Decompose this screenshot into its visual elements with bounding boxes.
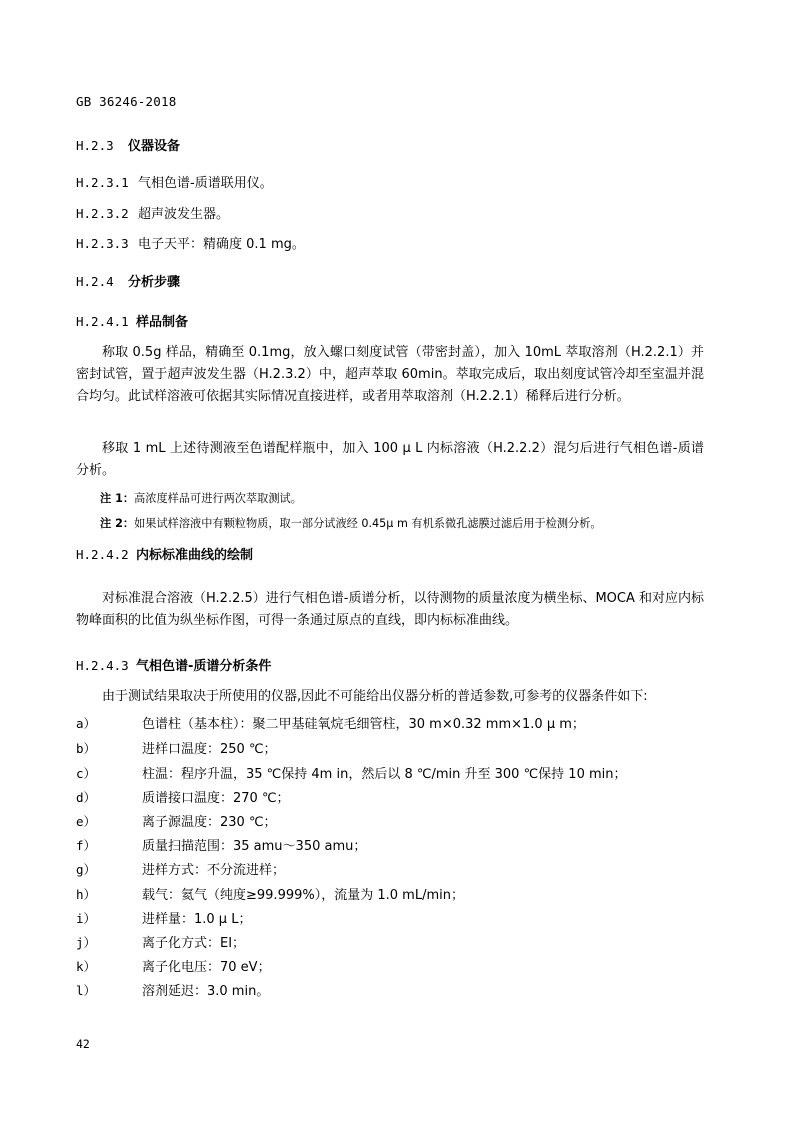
paragraph-calibration: 对标准混合溶液（H.2.2.5）进行气相色谱-质谱分析，以待测物的质量浓度为横坐标、MOCA 和对应内标物峰面积的比值为纵坐标作图，可得一条通过原点的直线，即内标标准曲线。 [76,591,704,628]
section-title: 分析步骤 [128,275,181,290]
condition-item [76,763,627,782]
section-number: H.2.3 [76,138,114,153]
section-number: H.2.4.3 [76,658,129,673]
clause-number: H.2.3.1 [76,175,129,190]
condition-item [76,713,585,732]
note-label: 注 2： [100,517,135,530]
list-marker: g） [76,862,97,877]
list-text: 质谱接口温度：270 ℃； [142,791,290,806]
list-text: 质量扫描范围：35 amu～350 amu； [142,839,367,854]
list-marker: d） [76,790,97,805]
clause-h-2-3-2 [76,203,229,222]
paragraph-conditions-intro: 由于测试结果取决于所使用的仪器,因此不可能给出仪器分析的普适参数,可参考的仪器条件如下: [102,689,648,704]
clause-h-2-3-3 [76,233,305,252]
condition-item [76,811,277,830]
section-heading-h-2-3 [76,135,180,154]
section-number: H.2.4 [76,274,114,289]
condition-item [76,884,464,903]
clause-number: H.2.3.3 [76,236,129,251]
subsection-heading-h-2-4-1 [76,311,188,330]
clause-h-2-3-1 [76,172,273,191]
list-text: 载气：氦气（纯度≥99.999%），流量为 1.0 mL/min； [142,888,464,903]
page-number: 42 [76,1037,90,1051]
section-title: 仪器设备 [128,139,181,154]
clause-text: 气相色谱-质谱联用仪。 [138,176,273,191]
list-marker: k） [76,959,97,974]
list-text: 离子化电压：70 eV； [142,960,271,975]
condition-item [76,980,269,999]
note-label: 注 1： [100,492,135,505]
list-marker: c） [76,766,97,781]
section-number: H.2.4.1 [76,314,129,329]
condition-item [76,932,245,951]
note-text: 高浓度样品可进行两次萃取测试。 [134,492,302,505]
list-marker: a） [76,716,97,731]
list-marker: f） [76,838,97,853]
list-text: 进样口温度：250 ℃； [142,742,277,757]
list-text: 离子源温度：230 ℃； [142,815,277,830]
section-title: 气相色谱-质谱分析条件 [136,659,272,674]
condition-item [76,835,366,854]
condition-item [76,738,277,757]
section-number: H.2.4.2 [76,547,129,562]
paragraph-transfer: 移取 1 mL 上述待测液至色谱配样瓶中，加入 100 μ L 内标溶液（H.2.2.2）混匀后进行气相色谱-质谱分析。 [76,441,704,478]
subsection-heading-h-2-4-2 [76,544,253,563]
list-text: 进样量：1.0 μ L； [142,912,252,927]
clause-text: 超声波发生器。 [138,207,230,222]
list-marker: h） [76,887,97,902]
list-marker: l） [76,983,97,998]
list-text: 色谱柱（基本柱）：聚二甲基硅氧烷毛细管柱，30 m×0.32 mm×1.0 μ m； [142,717,585,732]
condition-item [76,787,290,806]
paragraph-sample-prep: 称取 0.5g 样品，精确至 0.1mg，放入螺口刻度试管（带密封盖），加入 10mL 萃取溶剂（H.2.2.1）并密封试管，置于超声波发生器（H.2.3.2）中，超声萃取 60min。萃取完成后，取出刻度试管冷却至室温并混合均匀。此试样溶液可依据其实际情况直接进样，或者用萃取溶剂（H.2.2.1）稀释后进行分析。 [76,345,704,404]
list-marker: j） [76,935,97,950]
condition-item [76,859,285,878]
section-heading-h-2-4 [76,271,180,290]
standard-code-header: GB 36246-2018 [76,94,177,109]
condition-item [76,956,271,975]
section-title: 样品制备 [136,315,189,330]
list-marker: e） [76,814,97,829]
list-marker: i） [76,911,97,926]
list-text: 进样方式：不分流进样； [142,863,286,878]
clause-number: H.2.3.2 [76,206,129,221]
note-2 [100,515,602,531]
clause-text: 电子天平：精确度 0.1 mg。 [138,237,305,252]
list-text: 柱温：程序升温，35 ℃保持 4m in，然后以 8 ℃/min 升至 300 ℃保持 10 min； [142,767,627,782]
list-text: 离子化方式：EI； [142,936,246,951]
note-1 [100,490,302,506]
section-title: 内标标准曲线的绘制 [136,548,254,563]
note-text: 如果试样溶液中有颗粒物质，取一部分试液经 0.45μ m 有机系微孔滤膜过滤后用于检测分析。 [134,517,602,530]
list-marker: b） [76,741,97,756]
condition-item [76,908,251,927]
list-text: 溶剂延迟：3.0 min。 [142,984,270,999]
subsection-heading-h-2-4-3 [76,655,271,674]
